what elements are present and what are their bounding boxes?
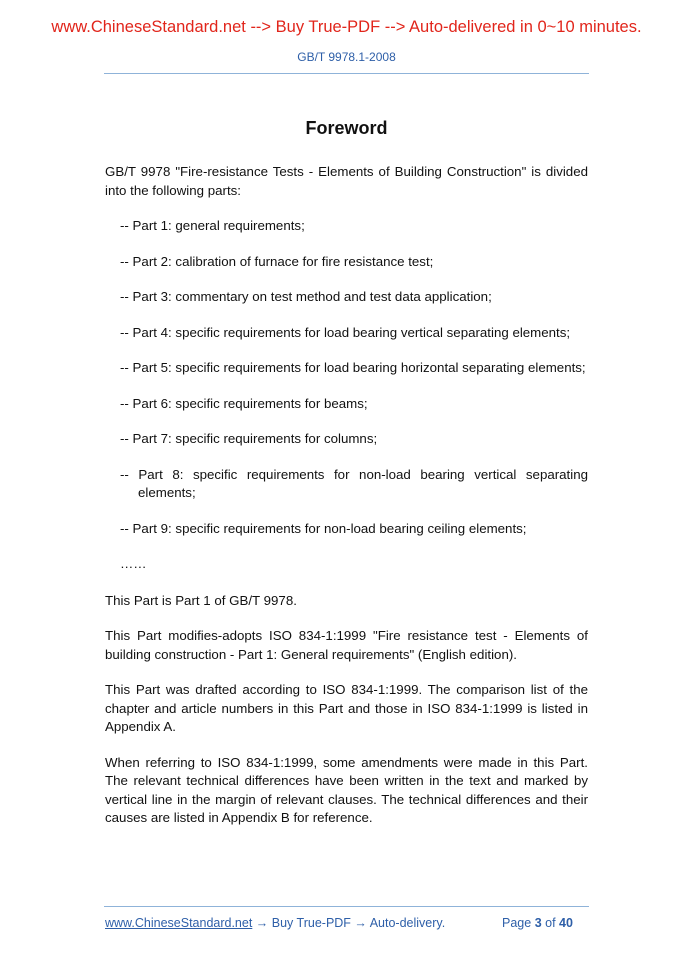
- page-label: Page: [502, 916, 532, 930]
- footer-tagline: → Buy True-PDF → Auto-delivery.: [252, 916, 446, 930]
- header-divider: [104, 73, 589, 74]
- part-item: -- Part 5: specific requirements for load bearing horizontal separating elements;: [120, 360, 586, 375]
- part-item: -- Part 6: specific requirements for beams;: [120, 395, 368, 411]
- body-paragraph: This Part modifies-adopts ISO 834-1:1999 "Fire resistance test - Elements of building construction - Part 1: General requirements" (English edition).: [105, 628, 588, 662]
- promo-banner: www.ChineseStandard.net --> Buy True-PDF --> Auto-delivered in 0~10 minutes.: [51, 18, 642, 36]
- body-paragraph: This Part is Part 1 of GB/T 9978.: [105, 592, 297, 608]
- part-item: -- Part 2: calibration of furnace for fire resistance test;: [120, 253, 434, 269]
- document-body: [105, 163, 588, 828]
- body-paragraph: This Part was drafted according to ISO 834-1:1999. The comparison list of the chapter and article numbers in this Part and those in ISO 834-1:1999 is listed in Appendix A.: [105, 682, 588, 734]
- page-title: Foreword: [305, 118, 388, 138]
- part-item: -- Part 4: specific requirements for load bearing vertical separating elements;: [120, 324, 571, 340]
- intro-paragraph: GB/T 9978 "Fire-resistance Tests - Elements of Building Construction" is divided into the following parts:: [105, 164, 588, 198]
- page-of: of: [545, 916, 556, 930]
- part-item: -- Part 1: general requirements;: [120, 218, 305, 233]
- standard-number: GB/T 9978.1-2008: [297, 50, 396, 64]
- footer-site-link[interactable]: www.ChineseStandard.net: [105, 916, 253, 930]
- part-item: -- Part 7: specific requirements for columns;: [120, 431, 378, 446]
- body-paragraph: When referring to ISO 834-1:1999, some amendments were made in this Part. The relevant technical differences have been written in the text and marked by vertical line in the margin of relevant clauses. The technical differences and their causes are listed in Appendix B for reference.: [105, 754, 588, 825]
- page-total: 40: [559, 916, 573, 930]
- part-item: -- Part 3: commentary on test method and test data application;: [120, 289, 492, 304]
- footer-divider: [104, 906, 589, 907]
- page-indicator: [502, 916, 573, 930]
- page-current: 3: [534, 916, 542, 930]
- part-item: -- Part 9: specific requirements for non-load bearing ceiling elements;: [120, 520, 527, 536]
- footer-promo: [105, 916, 445, 930]
- part-item: -- Part 8: specific requirements for non-load bearing vertical separating elements;: [120, 466, 588, 500]
- list-ellipsis: ……: [120, 556, 147, 571]
